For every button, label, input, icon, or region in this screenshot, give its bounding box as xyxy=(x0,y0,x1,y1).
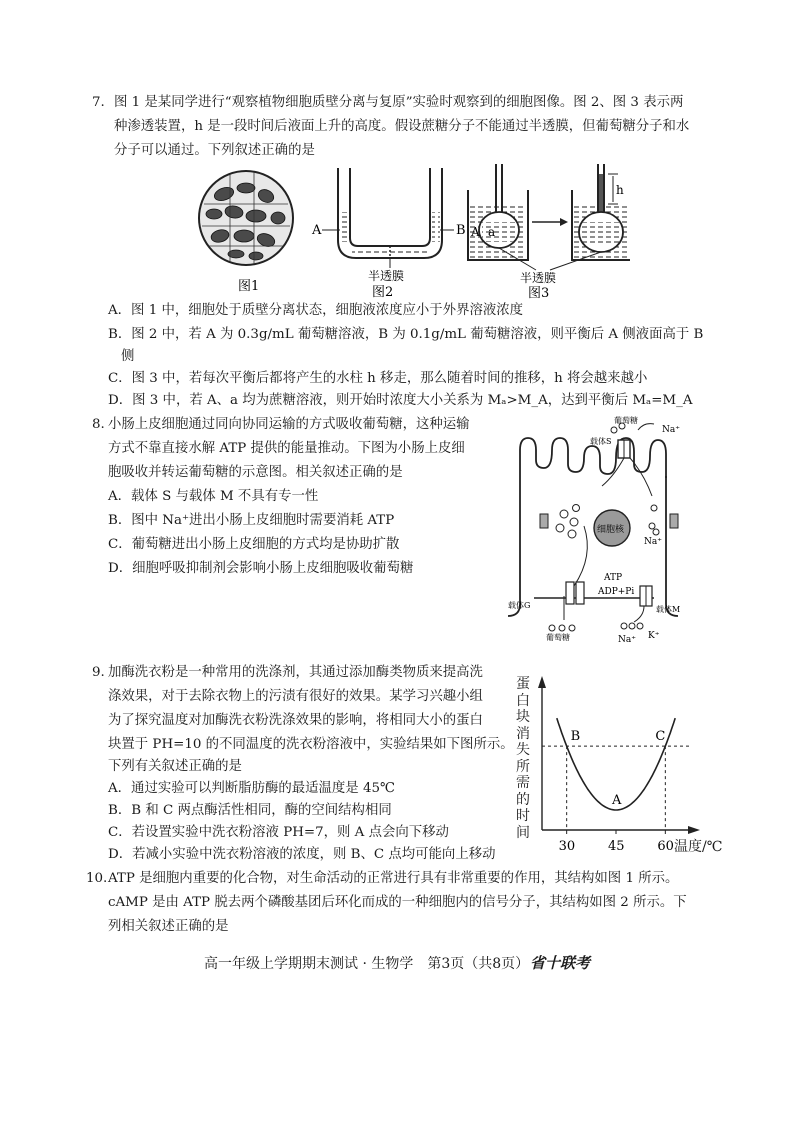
chart-xlabel: 温度/℃ xyxy=(674,839,723,855)
na-label-bottom: Na⁺ xyxy=(618,635,636,645)
label-b-side: B xyxy=(456,223,466,238)
plant-cell-micrograph xyxy=(199,171,293,265)
stem-line: 加酶洗衣粉是一种常用的洗涤剂，其通过添加酶类物质来提高洗 xyxy=(108,665,483,680)
na-label-mid: Na⁺ xyxy=(644,537,662,547)
stem-line: 下列有关叙述正确的是 xyxy=(108,759,242,774)
enzyme-temperature-chart xyxy=(530,670,730,860)
stem-line: 图 1 是某同学进行“观察植物细胞质壁分离与复原”实验时观察到的细胞图像。图 2、图 3 表示两 xyxy=(114,95,684,110)
carrier-m-shape xyxy=(640,586,652,606)
footer-text: 高一年级上学期期末测试 · 生物学 第3页（共8页） xyxy=(204,956,530,972)
x-tick-label: 30 xyxy=(558,839,576,854)
option-b: B．图中 Na⁺进出小肠上皮细胞时需要消耗 ATP xyxy=(108,513,395,528)
footer-stamp: 省十联考 xyxy=(530,954,591,972)
glucose-label-bottom: 葡萄糖 xyxy=(546,633,570,642)
chart-ylabel: 蛋白块消失所需的时间 xyxy=(516,676,530,841)
stem-line: 胞吸收并转运葡萄糖的示意图。相关叙述正确的是 xyxy=(108,465,403,480)
point-label-c: C xyxy=(655,729,666,745)
atp-label: ATP xyxy=(604,573,623,583)
option-b: B．图 2 中，若 A 为 0.3g/mL 葡萄糖溶液，B 为 0.1g/mL 葡萄糖溶液，则平衡后 A 侧液面高于 B xyxy=(108,327,704,342)
option-d: D．图 3 中，若 A、a 均为蔗糖溶液，则开始时浓度大小关系为 Mₐ>M_A，达到平衡后 Mₐ=M_A xyxy=(108,393,693,408)
question-number: 7. xyxy=(92,95,105,110)
stem-line: 种渗透装置，h 是一段时间后液面上升的高度。假设蔗糖分子不能通过半透膜，但葡萄糖分子和水 xyxy=(114,119,690,134)
na-label-top: Na⁺ xyxy=(662,425,680,435)
point-label-a: A xyxy=(612,793,622,808)
osmosis-figure xyxy=(190,160,630,300)
option-a: A．通过实验可以判断脂肪酶的最适温度是 45℃ xyxy=(108,781,395,796)
stem-line: 为了探究温度对加酶洗衣粉洗涤效果的影响，将相同大小的蛋白 xyxy=(108,713,483,728)
carrier-m-label: 载体M xyxy=(656,605,681,614)
stem-line: 小肠上皮细胞通过同向协同运输的方式吸收葡萄糖，这种运输 xyxy=(108,417,470,432)
beaker-apparatus-after xyxy=(572,164,630,260)
question-number: 8. xyxy=(92,417,105,432)
glucose-label-top: 葡萄糖 xyxy=(614,416,638,425)
nucleus-label: 细胞核 xyxy=(597,525,625,535)
option-d: D．若减小实验中洗衣粉溶液的浓度，则 B、C 点均可能向上移动 xyxy=(108,847,496,862)
option-a: A．载体 S 与载体 M 不具有专一性 xyxy=(108,489,319,504)
stem-line: ATP 是细胞内重要的化合物，对生命活动的正常进行具有非常重要的作用，其结构如图 1 所示。 xyxy=(108,871,679,886)
stem-line: 块置于 PH=10 的不同温度的洗衣粉溶液中，实验结果如下图所示。 xyxy=(108,737,514,752)
membrane-label-fig2: 半透膜 xyxy=(368,269,405,283)
stem-line: 列相关叙述正确的是 xyxy=(108,919,229,934)
option-d: D．细胞呼吸抑制剂会影响小肠上皮细胞吸收葡萄糖 xyxy=(108,561,414,576)
carrier-s-label: 载体S xyxy=(590,437,612,446)
stem-line: 方式不靠直接水解 ATP 提供的能量推动。下图为小肠上皮细 xyxy=(108,441,465,456)
x-tick-label: 45 xyxy=(608,839,625,854)
fig3-caption: 图3 xyxy=(528,286,550,300)
option-b-continued: 侧 xyxy=(121,349,135,364)
stem-line: 涤效果，对于去除衣物上的污渍有很好的效果。某学习兴趣小组 xyxy=(108,689,483,704)
u-tube-apparatus xyxy=(338,168,442,268)
point-label-b: B xyxy=(570,729,581,745)
option-c: C．葡萄糖进出小肠上皮细胞的方式均是协助扩散 xyxy=(108,537,400,552)
option-b: B．B 和 C 两点酶活性相同，酶的空间结构相同 xyxy=(108,803,392,818)
label-a-beaker: A xyxy=(471,225,480,239)
adp-pi-label: ADP+Pi xyxy=(598,587,635,597)
question-number: 10. xyxy=(86,871,108,886)
beaker-apparatus-initial xyxy=(468,164,528,260)
carrier-g-label: 载体G xyxy=(508,601,531,610)
label-a-side: A xyxy=(312,223,322,238)
option-a: A．图 1 中，细胞处于质壁分离状态，细胞液浓度应小于外界溶液浓度 xyxy=(108,303,524,318)
question-number: 9. xyxy=(92,665,105,680)
stem-line: 分子可以通过。下列叙述正确的是 xyxy=(114,143,315,158)
label-small-a: a xyxy=(488,225,496,239)
option-c: C．图 3 中，若每次平衡后都将产生的水柱 h 移走，那么随着时间的推移，h 将会越来越小 xyxy=(108,371,648,386)
fig1-caption: 图1 xyxy=(238,279,260,294)
stem-line: cAMP 是由 ATP 脱去两个磷酸基团后环化而成的一种细胞内的信号分子，其结构如图 2 所示。下 xyxy=(108,895,687,910)
fig2-caption: 图2 xyxy=(372,285,394,300)
intestinal-cell-figure xyxy=(494,416,694,646)
option-c: C．若设置实验中洗衣粉溶液 PH=7，则 A 点会向下移动 xyxy=(108,825,449,840)
label-h: h xyxy=(616,183,624,197)
x-tick-label: 60 xyxy=(657,839,674,854)
membrane-label-fig3: 半透膜 xyxy=(520,271,557,285)
k-label-bottom: K⁺ xyxy=(648,631,660,641)
